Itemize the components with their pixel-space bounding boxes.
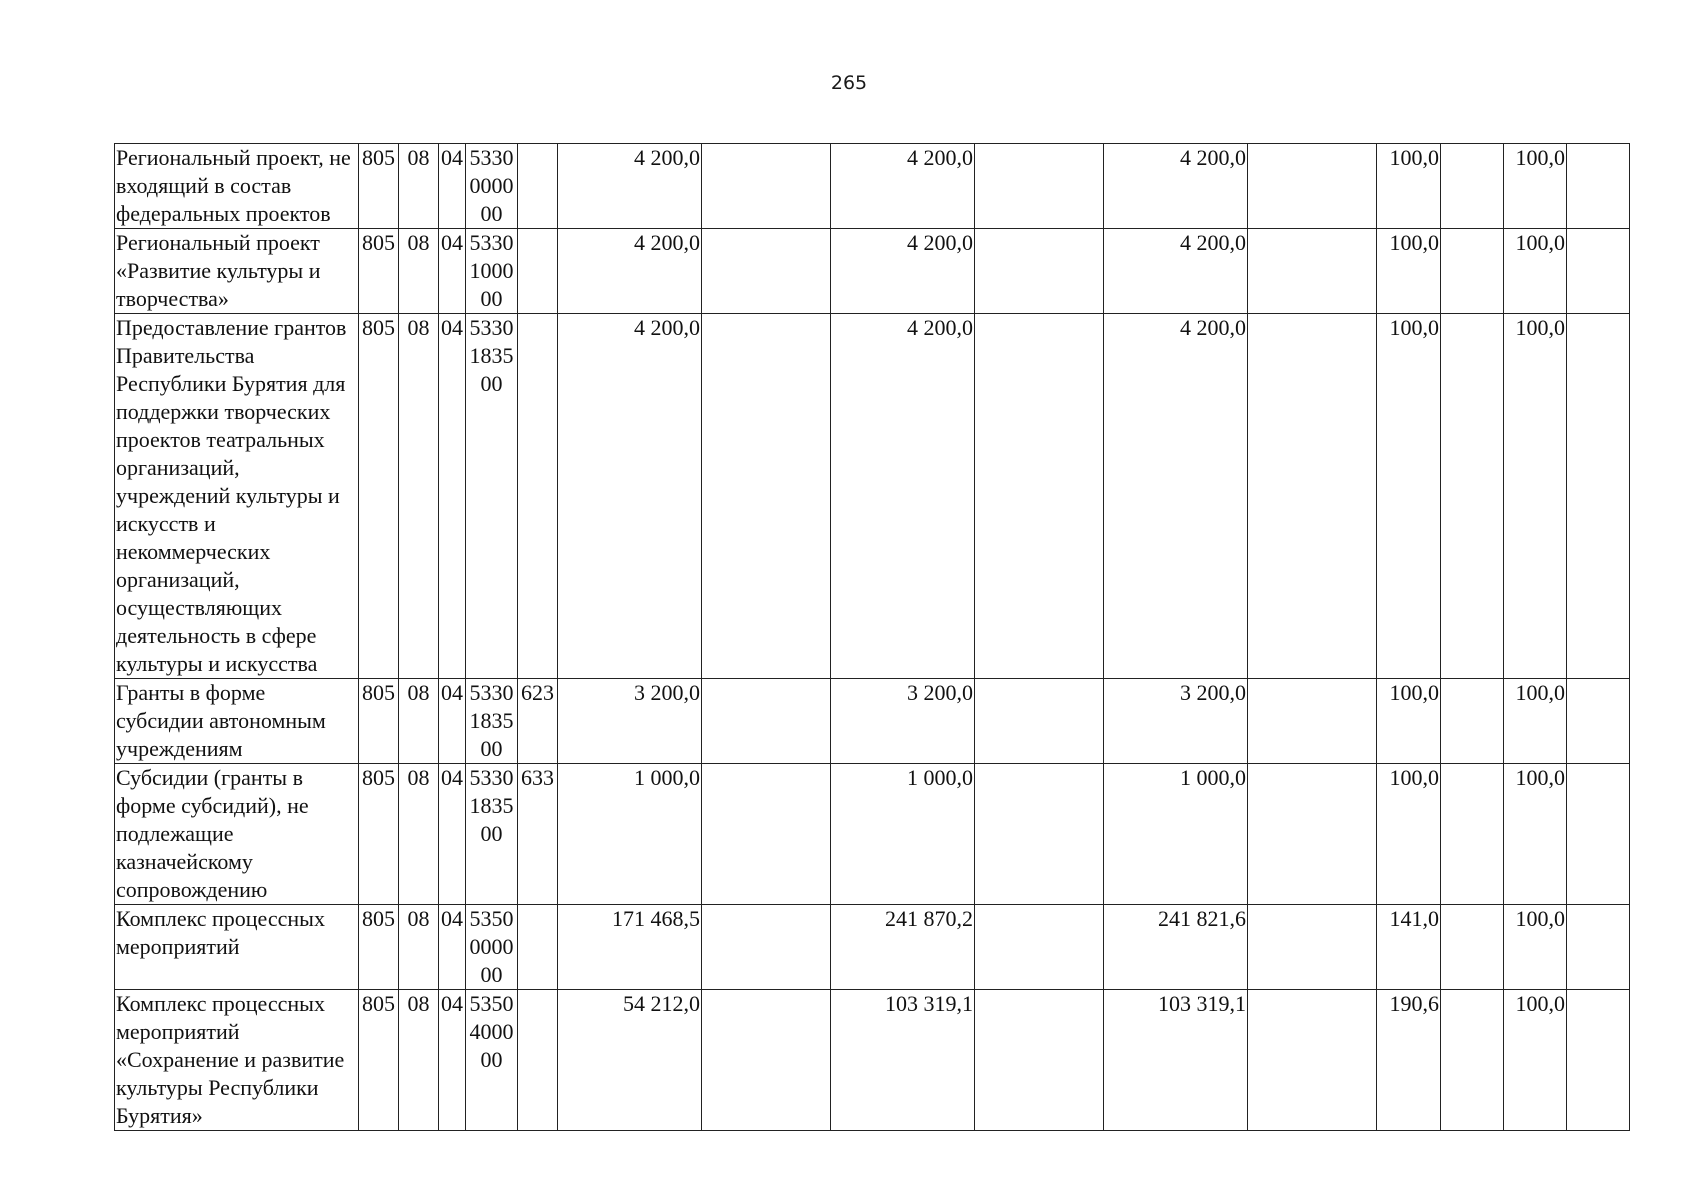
subsection-code-cell: 04 — [439, 314, 466, 679]
amount-refined-cell: 3 200,0 — [831, 679, 975, 764]
target-article-part: 4000 — [469, 1019, 514, 1044]
section-code-cell: 08 — [399, 314, 439, 679]
blank-cell — [1567, 905, 1630, 990]
subsection-code-cell: 04 — [439, 905, 466, 990]
target-article-part: 5330 — [469, 765, 514, 790]
amount-refined-cell: 1 000,0 — [831, 764, 975, 905]
amount-refined-cell: 241 870,2 — [831, 905, 975, 990]
target-article-part: 1835 — [469, 708, 514, 733]
percent-approved-cell: 141,0 — [1377, 905, 1441, 990]
blank-cell — [1567, 229, 1630, 314]
amount-refined-cell: 4 200,0 — [831, 314, 975, 679]
amount-refined-cell: 103 319,1 — [831, 990, 975, 1131]
blank-cell — [1248, 764, 1377, 905]
blank-cell — [1248, 679, 1377, 764]
section-code-cell: 08 — [399, 679, 439, 764]
expense-type-cell — [518, 905, 558, 990]
target-article-cell — [466, 764, 518, 905]
percent-refined-cell: 100,0 — [1504, 314, 1567, 679]
subsection-code-cell: 04 — [439, 764, 466, 905]
budget-table — [114, 143, 1630, 1131]
ved-code-cell: 805 — [359, 990, 399, 1131]
amount-approved-cell: 1 000,0 — [558, 764, 702, 905]
target-article-cell — [466, 905, 518, 990]
blank-cell — [1441, 229, 1504, 314]
ved-code-cell: 805 — [359, 314, 399, 679]
target-article-part: 1835 — [469, 343, 514, 368]
amount-refined-cell: 4 200,0 — [831, 229, 975, 314]
target-article-cell — [466, 679, 518, 764]
table-row — [115, 679, 1630, 764]
target-article-part: 00 — [480, 1047, 503, 1072]
target-article-part: 00 — [480, 962, 503, 987]
target-article-cell — [466, 144, 518, 229]
amount-executed-cell: 4 200,0 — [1104, 314, 1248, 679]
percent-refined-cell: 100,0 — [1504, 144, 1567, 229]
blank-cell — [1567, 764, 1630, 905]
percent-refined-cell: 100,0 — [1504, 990, 1567, 1131]
blank-cell — [1441, 764, 1504, 905]
section-code-cell: 08 — [399, 764, 439, 905]
percent-refined-cell: 100,0 — [1504, 679, 1567, 764]
blank-cell — [702, 229, 831, 314]
ved-code-cell: 805 — [359, 144, 399, 229]
blank-cell — [975, 905, 1104, 990]
target-article-cell — [466, 990, 518, 1131]
row-name-cell: Предоставление грантов Правительства Республики Бурятия для поддержки творческих проектов театральных организаций, учреждений культуры и искусств и некоммерческих организаций, осуществляющих деятельность в сфере культуры и искусства — [115, 314, 359, 679]
percent-approved-cell: 100,0 — [1377, 144, 1441, 229]
section-code-cell: 08 — [399, 905, 439, 990]
percent-approved-cell: 100,0 — [1377, 229, 1441, 314]
amount-executed-cell: 4 200,0 — [1104, 229, 1248, 314]
amount-executed-cell: 1 000,0 — [1104, 764, 1248, 905]
row-name-cell: Комплекс процессных мероприятий «Сохранение и развитие культуры Республики Бурятия» — [115, 990, 359, 1131]
target-article-part: 00 — [480, 736, 503, 761]
target-article-part: 00 — [480, 201, 503, 226]
amount-approved-cell: 4 200,0 — [558, 314, 702, 679]
blank-cell — [975, 990, 1104, 1131]
percent-approved-cell: 100,0 — [1377, 679, 1441, 764]
blank-cell — [1248, 314, 1377, 679]
amount-approved-cell: 4 200,0 — [558, 144, 702, 229]
target-article-part: 1835 — [469, 793, 514, 818]
section-code-cell: 08 — [399, 229, 439, 314]
blank-cell — [1441, 905, 1504, 990]
subsection-code-cell: 04 — [439, 229, 466, 314]
section-code-cell: 08 — [399, 990, 439, 1131]
blank-cell — [1567, 679, 1630, 764]
table-row — [115, 144, 1630, 229]
blank-cell — [1248, 990, 1377, 1131]
ved-code-cell: 805 — [359, 679, 399, 764]
table-row — [115, 764, 1630, 905]
blank-cell — [1248, 144, 1377, 229]
percent-refined-cell: 100,0 — [1504, 905, 1567, 990]
amount-approved-cell: 171 468,5 — [558, 905, 702, 990]
blank-cell — [702, 314, 831, 679]
table-row — [115, 905, 1630, 990]
row-name-cell: Региональный проект «Развитие культуры и творчества» — [115, 229, 359, 314]
table-row — [115, 229, 1630, 314]
blank-cell — [702, 764, 831, 905]
target-article-part: 1000 — [469, 258, 514, 283]
subsection-code-cell: 04 — [439, 144, 466, 229]
target-article-part: 0000 — [469, 934, 514, 959]
target-article-part: 5350 — [469, 906, 514, 931]
blank-cell — [1441, 679, 1504, 764]
target-article-part: 5330 — [469, 680, 514, 705]
target-article-part: 5330 — [469, 230, 514, 255]
subsection-code-cell: 04 — [439, 679, 466, 764]
blank-cell — [702, 905, 831, 990]
ved-code-cell: 805 — [359, 764, 399, 905]
target-article-part: 5330 — [469, 315, 514, 340]
page-number: 265 — [830, 72, 868, 94]
percent-approved-cell: 100,0 — [1377, 314, 1441, 679]
amount-executed-cell: 3 200,0 — [1104, 679, 1248, 764]
expense-type-cell — [518, 229, 558, 314]
blank-cell — [975, 144, 1104, 229]
row-name-cell: Гранты в форме субсидии автономным учреждениям — [115, 679, 359, 764]
amount-executed-cell: 241 821,6 — [1104, 905, 1248, 990]
percent-refined-cell: 100,0 — [1504, 764, 1567, 905]
blank-cell — [975, 229, 1104, 314]
blank-cell — [702, 679, 831, 764]
row-name-cell: Субсидии (гранты в форме субсидий), не подлежащие казначейскому сопровождению — [115, 764, 359, 905]
amount-executed-cell: 103 319,1 — [1104, 990, 1248, 1131]
target-article-part: 5350 — [469, 991, 514, 1016]
target-article-cell — [466, 314, 518, 679]
blank-cell — [1248, 905, 1377, 990]
blank-cell — [1248, 229, 1377, 314]
expense-type-cell — [518, 314, 558, 679]
expense-type-cell: 623 — [518, 679, 558, 764]
expense-type-cell — [518, 144, 558, 229]
blank-cell — [1441, 990, 1504, 1131]
target-article-part: 00 — [480, 371, 503, 396]
amount-approved-cell: 54 212,0 — [558, 990, 702, 1131]
percent-approved-cell: 100,0 — [1377, 764, 1441, 905]
expense-type-cell — [518, 990, 558, 1131]
expense-type-cell: 633 — [518, 764, 558, 905]
target-article-part: 5330 — [469, 145, 514, 170]
blank-cell — [1441, 314, 1504, 679]
section-code-cell: 08 — [399, 144, 439, 229]
table-row — [115, 314, 1630, 679]
amount-refined-cell: 4 200,0 — [831, 144, 975, 229]
blank-cell — [1567, 144, 1630, 229]
ved-code-cell: 805 — [359, 905, 399, 990]
table-row — [115, 990, 1630, 1131]
row-name-cell: Региональный проект, не входящий в состав федеральных проектов — [115, 144, 359, 229]
target-article-part: 0000 — [469, 173, 514, 198]
subsection-code-cell: 04 — [439, 990, 466, 1131]
blank-cell — [1567, 314, 1630, 679]
percent-approved-cell: 190,6 — [1377, 990, 1441, 1131]
row-name-cell: Комплекс процессных мероприятий — [115, 905, 359, 990]
blank-cell — [975, 314, 1104, 679]
amount-approved-cell: 3 200,0 — [558, 679, 702, 764]
target-article-cell — [466, 229, 518, 314]
blank-cell — [1567, 990, 1630, 1131]
ved-code-cell: 805 — [359, 229, 399, 314]
blank-cell — [702, 144, 831, 229]
blank-cell — [975, 764, 1104, 905]
percent-refined-cell: 100,0 — [1504, 229, 1567, 314]
target-article-part: 00 — [480, 821, 503, 846]
amount-approved-cell: 4 200,0 — [558, 229, 702, 314]
amount-executed-cell: 4 200,0 — [1104, 144, 1248, 229]
blank-cell — [702, 990, 831, 1131]
blank-cell — [975, 679, 1104, 764]
target-article-part: 00 — [480, 286, 503, 311]
blank-cell — [1441, 144, 1504, 229]
